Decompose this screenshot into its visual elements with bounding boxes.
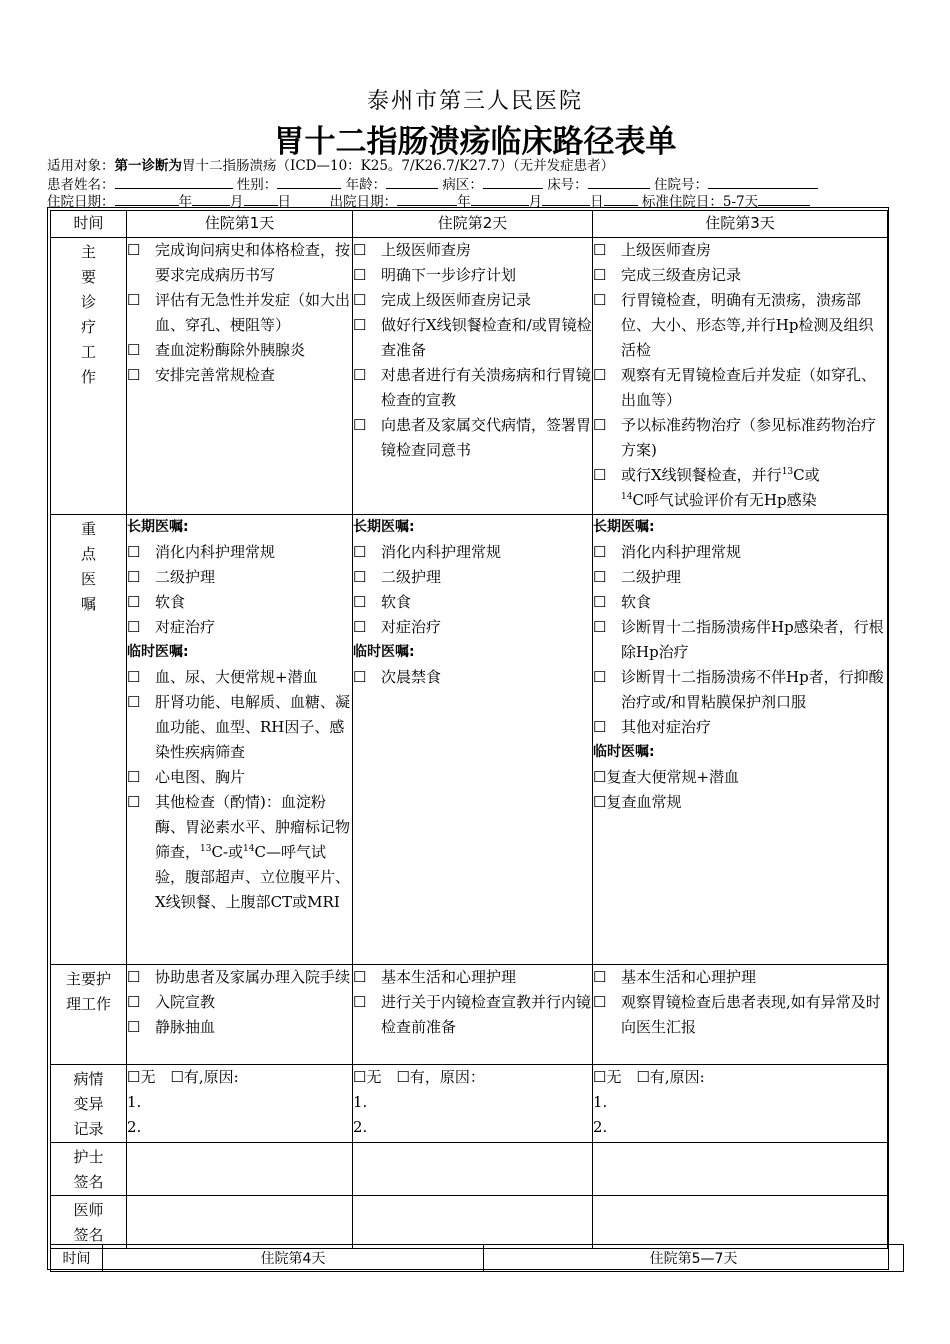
checkbox-icon[interactable]: ☐ (593, 968, 607, 986)
variance-day2 (353, 1065, 593, 1143)
item-text: C-或 (211, 843, 244, 861)
diagnosis-day3 (593, 238, 888, 515)
item-text: 观察有无胃镜检查后并发症（如穿孔、出血等） (621, 366, 877, 409)
check-item[interactable] (127, 790, 352, 915)
item-text: C呼气试验评价有无Hp感染 (632, 491, 817, 509)
checkbox-icon[interactable]: ☐ (127, 341, 141, 359)
checkbox-icon[interactable]: ☐ (127, 668, 141, 686)
discharge-month-field[interactable] (471, 192, 529, 206)
name-label: 患者姓名： (47, 177, 115, 193)
check-item[interactable] (593, 615, 887, 665)
variance-day1 (127, 1065, 353, 1143)
variance-reason-1[interactable]: 1. (127, 1093, 142, 1111)
checkbox-icon[interactable]: ☐ (593, 241, 607, 259)
check-item[interactable] (593, 990, 887, 1040)
long-term-orders-label: 长期医嘱: (127, 519, 189, 535)
check-item[interactable] (127, 615, 352, 640)
hospital-name: 泰州市第三人民医院 (366, 89, 583, 114)
checkbox-icon[interactable]: ☐ (127, 993, 141, 1011)
bottom-header-day5-7: 住院第5—7天 (484, 1245, 904, 1272)
nursing-day3 (593, 965, 888, 1065)
checkbox-icon[interactable]: ☐ (353, 316, 367, 334)
check-item[interactable] (593, 565, 887, 590)
nurse-sign-label: 护士签名 (73, 1148, 104, 1191)
check-item[interactable] (353, 313, 592, 363)
orders-row (51, 515, 888, 965)
item-text: 消化内科护理常规 (621, 543, 742, 561)
orders-label: 重点医嘱 (81, 520, 97, 613)
variance-reason-2[interactable]: 2. (593, 1118, 608, 1136)
temporary-orders-label: 临时医嘱: (127, 644, 189, 660)
diagnosis-day1 (127, 238, 353, 515)
check-item[interactable] (353, 413, 592, 463)
checkbox-icon[interactable]: ☐ (593, 366, 607, 384)
checkbox-icon[interactable]: ☐ (127, 543, 141, 561)
checkbox-icon[interactable]: ☐ (593, 593, 607, 611)
check-item[interactable] (127, 665, 352, 690)
check-item[interactable] (353, 590, 592, 615)
item-text: 安排完善常规检查 (155, 366, 276, 384)
item-text: 完成上级医师查房记录 (381, 291, 532, 309)
checkbox-icon[interactable]: ☐ (593, 291, 607, 309)
check-item[interactable] (127, 1015, 352, 1040)
item-text: C或 (793, 466, 820, 484)
check-item[interactable] (127, 965, 352, 990)
item-text: 血、尿、大便常规+潜血 (155, 668, 318, 686)
item-text: 诊断胃十二指肠溃疡伴Hp感染者，行根除Hp治疗 (621, 618, 884, 661)
item-text: 行胃镜检查，明确有无溃疡，溃疡部位、大小、形态等,并行Hp检测及组织活检 (621, 291, 874, 359)
checkbox-icon[interactable]: ☐ (127, 793, 141, 811)
variance-options[interactable]: ☐无 ☐有，原因： (353, 1068, 485, 1086)
standard-stay: 标准住院日：5-7天 (641, 194, 759, 210)
isotope-sup: 13 (200, 844, 212, 854)
checkbox-icon[interactable]: ☐ (593, 668, 607, 686)
long-term-orders-label: 长期医嘱: (593, 519, 655, 535)
check-item[interactable] (353, 990, 592, 1040)
item-text: 软食 (381, 593, 412, 611)
check-item[interactable] (593, 665, 887, 715)
form-title: 胃十二指肠溃疡临床路径表单 (273, 124, 677, 160)
sex-label: 性别： (236, 177, 278, 193)
nurse-sign-day3[interactable] (593, 1143, 888, 1196)
checkbox-icon[interactable]: ☐ (593, 993, 607, 1011)
checkbox-icon[interactable]: ☐ (353, 543, 367, 561)
bed-label: 床号： (547, 177, 588, 193)
diagnosis-label: 主要诊疗工作 (81, 243, 97, 386)
checkbox-icon[interactable]: ☐ (127, 693, 141, 711)
check-item[interactable] (593, 263, 887, 288)
discharge-year-field[interactable] (397, 192, 457, 206)
checkbox-icon[interactable]: ☐ (593, 543, 607, 561)
item-text: 完成三级查房记录 (621, 266, 742, 284)
item-text: 静脉抽血 (155, 1018, 216, 1036)
checkbox-icon[interactable]: ☐ (127, 968, 141, 986)
checkbox-icon[interactable]: ☐ (353, 241, 367, 259)
checkbox-icon[interactable]: ☐ (593, 266, 607, 284)
checkbox-icon[interactable]: ☐ (593, 466, 607, 484)
check-item[interactable] (593, 715, 887, 740)
bottom-header-time: 时间 (51, 1245, 103, 1272)
day-label: 日 (277, 194, 291, 210)
bed-field[interactable] (588, 175, 650, 189)
check-item[interactable] (593, 965, 887, 990)
header-day2: 住院第2天 (353, 211, 593, 238)
check-item[interactable] (127, 565, 352, 590)
check-item[interactable] (353, 238, 592, 263)
discharge-label: 出院日期： (329, 194, 398, 210)
isotope-sup: 14 (243, 844, 255, 854)
diagnosis-day2 (353, 238, 593, 515)
temporary-orders-label: 临时医嘱: (353, 644, 415, 660)
check-item[interactable] (593, 463, 887, 513)
checkbox-icon[interactable]: ☐ (353, 291, 367, 309)
nursing-label: 主要护理工作 (65, 970, 111, 1013)
checkbox-icon[interactable]: ☐ (353, 366, 367, 384)
nurse-sign-day1[interactable] (127, 1143, 353, 1196)
check-item[interactable]: ☐复查大便常规+潜血 (593, 768, 740, 786)
variance-reason-2[interactable]: 2. (353, 1118, 368, 1136)
check-item[interactable] (593, 413, 887, 463)
checkbox-icon[interactable]: ☐ (127, 618, 141, 636)
variance-day3 (593, 1065, 888, 1143)
nursing-row (51, 965, 888, 1065)
admit-label: 住院日期： (47, 194, 115, 210)
check-item[interactable] (127, 363, 352, 388)
age-label: 年龄： (345, 177, 387, 193)
check-item[interactable] (127, 238, 352, 288)
checkbox-icon[interactable]: ☐ (353, 968, 367, 986)
item-text: 二级护理 (621, 568, 682, 586)
item-text: 二级护理 (155, 568, 216, 586)
inpatient-no-label: 住院号： (653, 177, 708, 193)
item-text: 心电图、胸片 (155, 768, 246, 786)
item-text: 对症治疗 (381, 618, 442, 636)
long-term-orders-label: 长期医嘱: (353, 519, 415, 535)
item-text: 其他对症治疗 (621, 718, 712, 736)
check-item[interactable] (593, 288, 887, 363)
item-text: 次晨禁食 (381, 668, 442, 686)
item-text: C—呼气试验，腹部超声、立位腹平片、X线钡餐、上腹部CT或MRI (155, 843, 351, 911)
variance-row (51, 1065, 888, 1143)
check-item[interactable] (127, 990, 352, 1015)
header-row (51, 211, 888, 238)
pathway-table (50, 210, 888, 1249)
day-label: 日 (590, 194, 604, 210)
item-text: 软食 (621, 593, 652, 611)
item-text: 明确下一步诊疗计划 (381, 266, 517, 284)
nurse-sign-day2[interactable] (353, 1143, 593, 1196)
checkbox-icon[interactable]: ☐ (353, 618, 367, 636)
admit-year-field[interactable] (115, 192, 179, 206)
year-label: 年 (178, 194, 192, 210)
doctor-sign-day2[interactable] (353, 1196, 593, 1249)
inpatient-no-field[interactable] (708, 175, 818, 189)
variance-options[interactable]: ☐无 ☐有,原因: (593, 1068, 705, 1086)
item-text: 向患者及家属交代病情，签署胃镜检查同意书 (381, 416, 592, 459)
checkbox-icon[interactable]: ☐ (127, 568, 141, 586)
nursing-day1 (127, 965, 353, 1065)
isotope-sup: 13 (781, 467, 794, 477)
checkbox-icon[interactable]: ☐ (127, 593, 141, 611)
age-field[interactable] (386, 175, 438, 189)
variance-reason-1[interactable]: 1. (593, 1093, 608, 1111)
ward-label: 病区： (442, 177, 483, 193)
target-label: 适用对象： (47, 158, 115, 174)
item-text: 查血淀粉酶除外胰腺炎 (155, 341, 306, 359)
item-text: 对患者进行有关溃疡病和行胃镜检查的宣教 (381, 366, 592, 409)
header-time: 时间 (51, 211, 127, 238)
item-text: 观察胃镜检查后患者表现,如有异常及时向医生汇报 (621, 993, 881, 1036)
bottom-header-day4: 住院第4天 (103, 1245, 484, 1272)
check-item[interactable] (353, 288, 592, 313)
doctor-sign-row (51, 1196, 888, 1249)
check-item[interactable] (353, 363, 592, 413)
check-item[interactable] (593, 540, 887, 565)
spacer-line (758, 192, 810, 206)
item-text: 完成询问病史和体格检查，按要求完成病历书写 (155, 241, 351, 284)
item-text: 软食 (155, 593, 186, 611)
item-text: 上级医师查房 (621, 241, 712, 259)
item-text: 其他检查（酌情)：血淀粉酶、胃泌素水平、肿瘤标记物筛查， (155, 793, 351, 861)
checkbox-icon[interactable]: ☐ (353, 668, 367, 686)
diagnosis-row (51, 238, 888, 515)
name-field[interactable] (115, 175, 233, 189)
item-text: 肝肾功能、电解质、血糖、凝血功能、血型、RH因子、感染性疾病筛查 (155, 693, 351, 761)
checkbox-icon[interactable]: ☐ (593, 568, 607, 586)
checkbox-icon[interactable]: ☐ (593, 618, 607, 636)
checkbox-icon[interactable]: ☐ (593, 416, 607, 434)
info-line-patient (47, 175, 907, 193)
check-item[interactable] (353, 565, 592, 590)
item-text: 对症治疗 (155, 618, 216, 636)
variance-reason-1[interactable]: 1. (353, 1093, 368, 1111)
discharge-day-field[interactable] (542, 192, 590, 206)
check-item[interactable] (127, 590, 352, 615)
sex-field[interactable] (277, 175, 341, 189)
checkbox-icon[interactable]: ☐ (353, 568, 367, 586)
item-text: 基本生活和心理护理 (381, 968, 517, 986)
orders-day2 (353, 515, 593, 965)
item-text: 消化内科护理常规 (381, 543, 502, 561)
admit-day-field[interactable] (244, 192, 278, 206)
target-text: 胃十二指肠溃疡（ICD—10：K25。7/K26.7/K27.7）（无并发症患者） (182, 158, 615, 174)
doctor-sign-day1[interactable] (127, 1196, 353, 1249)
orders-day3 (593, 515, 888, 965)
check-item[interactable] (127, 288, 352, 338)
check-item[interactable] (127, 540, 352, 565)
variance-reason-2[interactable]: 2. (127, 1118, 142, 1136)
checkbox-icon[interactable]: ☐ (353, 266, 367, 284)
nursing-day2 (353, 965, 593, 1065)
year-label: 年 (457, 194, 471, 210)
check-item[interactable] (593, 238, 887, 263)
check-item[interactable] (353, 665, 592, 690)
info-line-target (47, 158, 907, 174)
item-text: 二级护理 (381, 568, 442, 586)
check-item[interactable] (353, 263, 592, 288)
ward-field[interactable] (483, 175, 543, 189)
checkbox-icon[interactable]: ☐ (353, 993, 367, 1011)
item-text: 基本生活和心理护理 (621, 968, 757, 986)
item-text: 或行X线钡餐检查，并行 (621, 466, 782, 484)
checkbox-icon[interactable]: ☐ (353, 416, 367, 434)
checkbox-icon[interactable]: ☐ (127, 768, 141, 786)
orders-day1 (127, 515, 353, 965)
check-item[interactable] (353, 965, 592, 990)
header-day1: 住院第1天 (127, 211, 353, 238)
month-label: 月 (528, 194, 543, 210)
item-text: 评估有无急性并发症（如大出血、穿孔、梗阻等） (155, 291, 351, 334)
doctor-sign-day3[interactable] (593, 1196, 888, 1249)
checkbox-icon[interactable]: ☐ (127, 291, 141, 309)
item-text: 协助患者及家属办理入院手续 (155, 968, 351, 986)
target-bold: 第一诊断为 (114, 158, 182, 174)
admit-month-field[interactable] (192, 192, 230, 206)
nurse-sign-row (51, 1143, 888, 1196)
item-text: 予以标准药物治疗（参见标准药物治疗方案) (621, 416, 877, 459)
checkbox-icon[interactable]: ☐ (127, 1018, 141, 1036)
check-item[interactable] (127, 690, 352, 765)
variance-options[interactable]: ☐无 ☐有,原因: (127, 1068, 239, 1086)
item-text: 消化内科护理常规 (155, 543, 276, 561)
checkbox-icon[interactable]: ☐ (127, 366, 141, 384)
variance-label: 病情变异记录 (73, 1070, 104, 1138)
spacer-line (604, 192, 638, 206)
checkbox-icon[interactable]: ☐ (593, 718, 607, 736)
item-text: 上级医师查房 (381, 241, 472, 259)
temporary-orders-label: 临时医嘱: (593, 744, 655, 760)
next-table-header (50, 1244, 904, 1272)
check-item[interactable]: ☐复查血常规 (593, 793, 682, 811)
check-item[interactable] (353, 615, 592, 640)
item-text: 诊断胃十二指肠溃疡不伴Hp者，行抑酸治疗或/和胃粘膜保护剂口服 (621, 668, 884, 711)
month-label: 月 (230, 194, 244, 210)
check-item[interactable] (353, 540, 592, 565)
check-item[interactable] (593, 363, 887, 413)
isotope-sup: 14 (621, 492, 633, 502)
check-item[interactable] (127, 765, 352, 790)
check-item[interactable] (127, 338, 352, 363)
check-item[interactable] (593, 590, 887, 615)
item-text: 进行关于内镜检查宣教并行内镜检查前准备 (381, 993, 592, 1036)
item-text: 做好行X线钡餐检查和/或胃镜检查准备 (381, 316, 592, 359)
checkbox-icon[interactable]: ☐ (127, 241, 141, 259)
checkbox-icon[interactable]: ☐ (353, 593, 367, 611)
item-text: 入院宣教 (155, 993, 216, 1011)
header-day3: 住院第3天 (593, 211, 888, 238)
doctor-sign-label: 医师签名 (73, 1201, 104, 1244)
